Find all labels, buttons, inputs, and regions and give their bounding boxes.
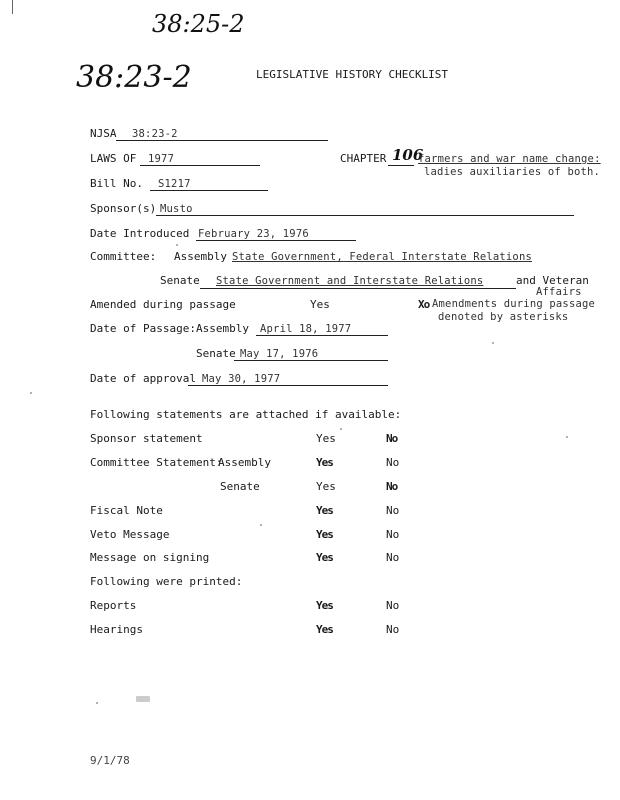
statement-no: No <box>386 528 400 541</box>
laws-line <box>140 165 260 166</box>
chapter-label: CHAPTER <box>340 152 387 165</box>
statement-sub-label: Assembly <box>218 456 271 469</box>
passage-assembly-line <box>256 335 388 336</box>
laws-value: 1977 <box>148 153 175 165</box>
bill-label: Bill No. <box>90 177 143 190</box>
passage-senate-value: May 17, 1976 <box>240 348 319 360</box>
printed-no: No <box>386 599 400 612</box>
statements-heading: Following statements are attached if available: <box>90 408 402 421</box>
printed-label: Hearings <box>90 623 143 636</box>
page-title: LEGISLATIVE HISTORY CHECKLIST <box>256 68 449 81</box>
committee-senate-label: Senate <box>160 274 200 287</box>
committee-senate-line <box>200 288 516 289</box>
statement-no: No <box>386 456 400 469</box>
statement-no: No <box>386 480 398 493</box>
statement-sub-label: Senate <box>220 480 260 493</box>
printed-no: No <box>386 623 400 636</box>
handwritten-top-number: 38:25-2 <box>152 10 245 38</box>
bill-value: S1217 <box>158 178 191 190</box>
njsa-label: NJSA <box>90 127 117 140</box>
scan-edge-mark <box>12 0 13 14</box>
committee-assembly-value: State Government, Federal Interstate Relations <box>232 251 532 263</box>
amended-label: Amended during passage <box>90 298 236 311</box>
printed-yes: Yes <box>316 623 333 636</box>
statement-no: No <box>386 551 400 564</box>
handwritten-left-number: 38:23-2 <box>76 60 192 95</box>
sponsor-value: Musto <box>160 203 193 215</box>
approval-label: Date of approval <box>90 372 196 385</box>
chapter-line <box>388 165 414 166</box>
date-introduced-line <box>196 240 356 241</box>
committee-senate-value: State Government and Interstate Relations <box>216 275 484 287</box>
statement-label: Message on signing <box>90 551 210 564</box>
statement-yes: Yes <box>316 551 333 564</box>
approval-value: May 30, 1977 <box>202 373 281 385</box>
printed-label: Reports <box>90 599 137 612</box>
scan-speck <box>340 428 342 430</box>
sponsor-label: Sponsor(s) <box>90 202 157 215</box>
njsa-value: 38:23-2 <box>132 128 178 140</box>
scan-speck <box>492 342 494 344</box>
statement-no: No <box>386 504 400 517</box>
statement-label: Sponsor statement <box>90 432 203 445</box>
printed-heading: Following were printed: <box>90 575 243 588</box>
chapter-note-2: ladies auxiliaries of both. <box>424 166 601 178</box>
sponsor-line <box>156 215 574 216</box>
chapter-note-1: farmers and war name change: <box>418 153 601 165</box>
statement-no: No <box>386 432 398 445</box>
statement-label: Committee Statement: <box>90 456 223 469</box>
date-introduced-value: February 23, 1976 <box>198 228 309 240</box>
bill-line <box>150 190 268 191</box>
chapter-value: 106 <box>392 146 424 164</box>
amended-yes: Yes <box>310 298 330 311</box>
committee-senate-suffix: and Veteran <box>516 274 589 287</box>
printed-yes: Yes <box>316 599 333 612</box>
statement-yes: Yes <box>316 528 333 541</box>
statement-label: Veto Message <box>90 528 170 541</box>
statement-yes: Yes <box>316 504 333 517</box>
passage-assembly-value: April 18, 1977 <box>260 323 352 335</box>
statement-label: Fiscal Note <box>90 504 163 517</box>
scan-speck <box>176 244 178 246</box>
committee-assembly-label: Assembly <box>174 250 227 263</box>
passage-assembly-label: Assembly <box>196 322 249 335</box>
scan-speck <box>136 696 150 702</box>
passage-senate-label: Senate <box>196 347 236 360</box>
scan-speck <box>30 392 32 394</box>
date-introduced-label: Date Introduced <box>90 227 190 240</box>
scan-speck <box>96 702 98 704</box>
scan-speck <box>566 436 568 438</box>
laws-label: LAWS OF <box>90 152 137 165</box>
statement-yes: Yes <box>316 456 333 469</box>
approval-line <box>188 385 388 386</box>
passage-label: Date of Passage: <box>90 322 196 335</box>
statement-yes: Yes <box>316 480 336 493</box>
committee-label: Committee: <box>90 250 157 263</box>
amended-no: Xo <box>418 298 430 311</box>
passage-senate-line <box>234 360 388 361</box>
committee-senate-suffix-2: Affairs <box>536 286 582 298</box>
amended-note-1: Amendments during passage <box>432 298 596 310</box>
amended-note-2: denoted by asterisks <box>438 311 569 323</box>
njsa-line <box>116 140 328 141</box>
statement-yes: Yes <box>316 432 336 445</box>
scan-speck <box>260 524 262 526</box>
footer-date: 9/1/78 <box>90 754 130 767</box>
